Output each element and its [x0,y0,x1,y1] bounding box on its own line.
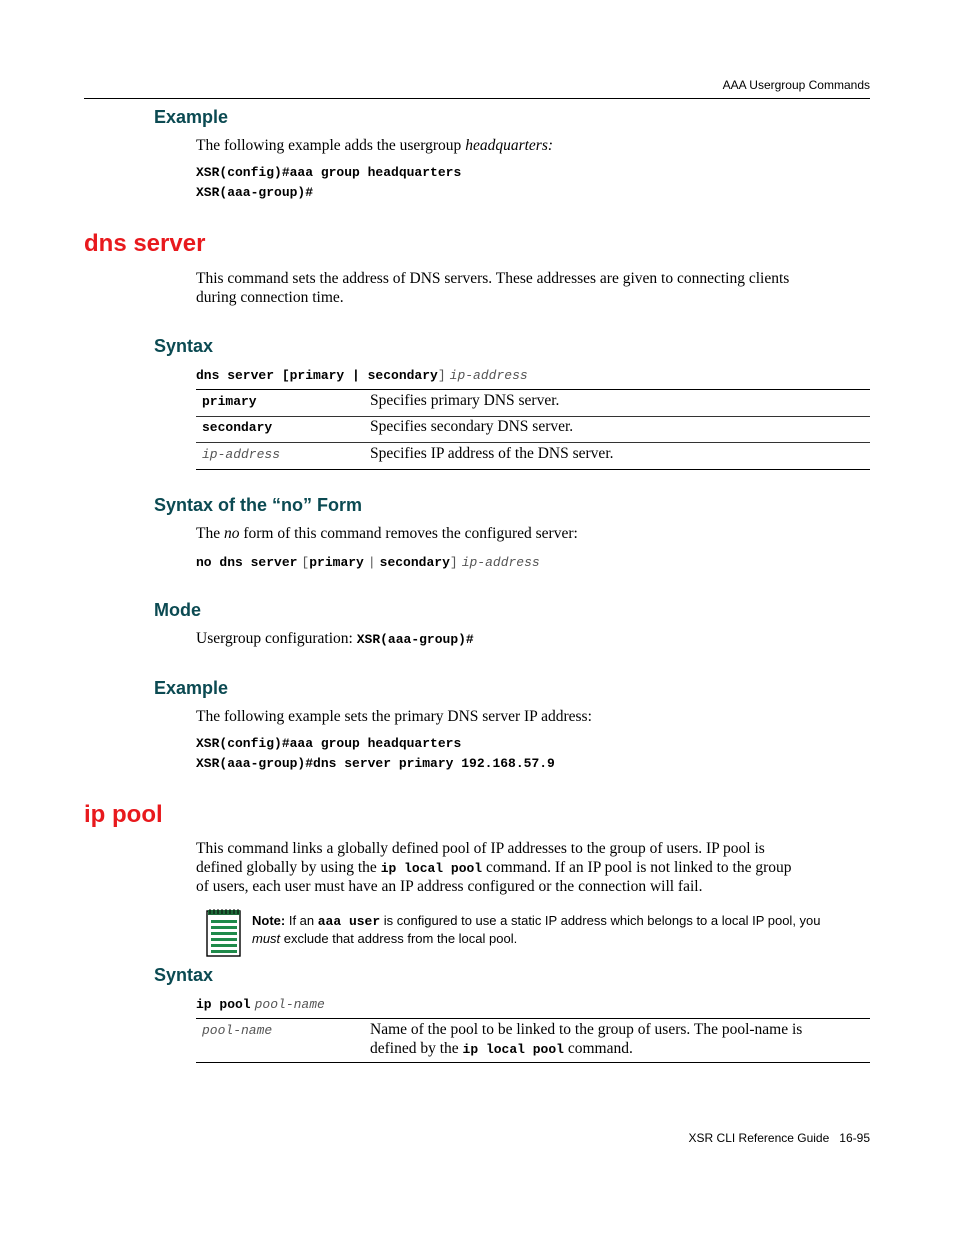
footer-guide-title: XSR CLI Reference Guide [688,1131,830,1145]
no-form-text: The no form of this command removes the configured server: [196,525,578,542]
notepad-icon [206,908,242,958]
running-header: AAA Usergroup Commands [722,78,870,92]
ippool-description-line-3: of users, each user must have an IP address configured or the connection will fail. [196,878,703,895]
ippool-description-line-1: This command links a globally defined pool of IP addresses to the group of users. IP pool is [196,840,765,857]
table-row-rule [196,442,870,443]
param-desc-primary: Specifies primary DNS server. [370,392,560,409]
param-name-pool-name: pool-name [202,1023,273,1038]
ippool-description-line-2: defined globally by using the ip local pool command. If an IP pool is not linked to the group [196,859,792,876]
dns-description-line-2: during connection time. [196,289,344,306]
dns-example-text: The following example sets the primary DNS server IP address: [196,708,592,725]
mode-heading: Mode [154,600,201,620]
table-row-rule [196,416,870,417]
example-heading: Example [154,107,229,127]
dns-syntax-heading: Syntax [154,336,214,356]
param-desc-pool-name-line-2: defined by the ip local pool command. [370,1040,633,1057]
param-name-secondary: secondary [202,420,273,435]
header-rule [84,98,870,99]
no-form-heading: Syntax of the “no” Form [154,495,363,515]
param-desc-pool-name-line-1: Name of the pool to be linked to the group of users. The pool-name is [370,1021,803,1038]
param-name-primary: primary [202,394,257,409]
section-title-ip-pool: ip pool [84,801,163,828]
dns-example-heading: Example [154,678,229,698]
dns-example-code-line-2: XSR(aaa-group)#dns server primary 192.168.57.9 [196,756,555,771]
example-code-line-1: XSR(config)#aaa group headquarters [196,165,462,180]
table-bottom-rule [196,469,870,470]
dns-syntax-command: dns server [primary | secondary] ip-address [196,368,528,383]
ippool-table-top-rule [196,1018,870,1019]
mode-text: Usergroup configuration: XSR(aaa-group)# [196,630,474,647]
ippool-syntax-heading: Syntax [154,965,214,985]
ippool-table-bottom-rule [196,1062,870,1063]
example-code-line-2: XSR(aaa-group)# [196,185,314,200]
dns-example-code-line-1: XSR(config)#aaa group headquarters [196,736,462,751]
no-form-command: no dns server [primary | secondary] ip-address [196,555,540,570]
dns-description-line-1: This command sets the address of DNS servers. These addresses are given to connecting clients [196,270,790,287]
example-intro: The following example adds the usergroup headquarters: [196,137,554,154]
ippool-syntax-command: ip pool pool-name [196,997,325,1012]
section-title-dns-server: dns server [84,230,206,257]
param-desc-secondary: Specifies secondary DNS server. [370,418,574,435]
param-name-ip-address: ip-address [202,447,281,462]
footer-page-number: 16-95 [839,1131,870,1145]
note-text: Note: If an aaa user is configured to use a static IP address which belongs to a local IP pool, you must exclude that address from the local pool. [252,913,821,946]
table-top-rule [196,389,870,390]
param-desc-ip-address: Specifies IP address of the DNS server. [370,445,614,462]
page-footer [689,1131,870,1145]
